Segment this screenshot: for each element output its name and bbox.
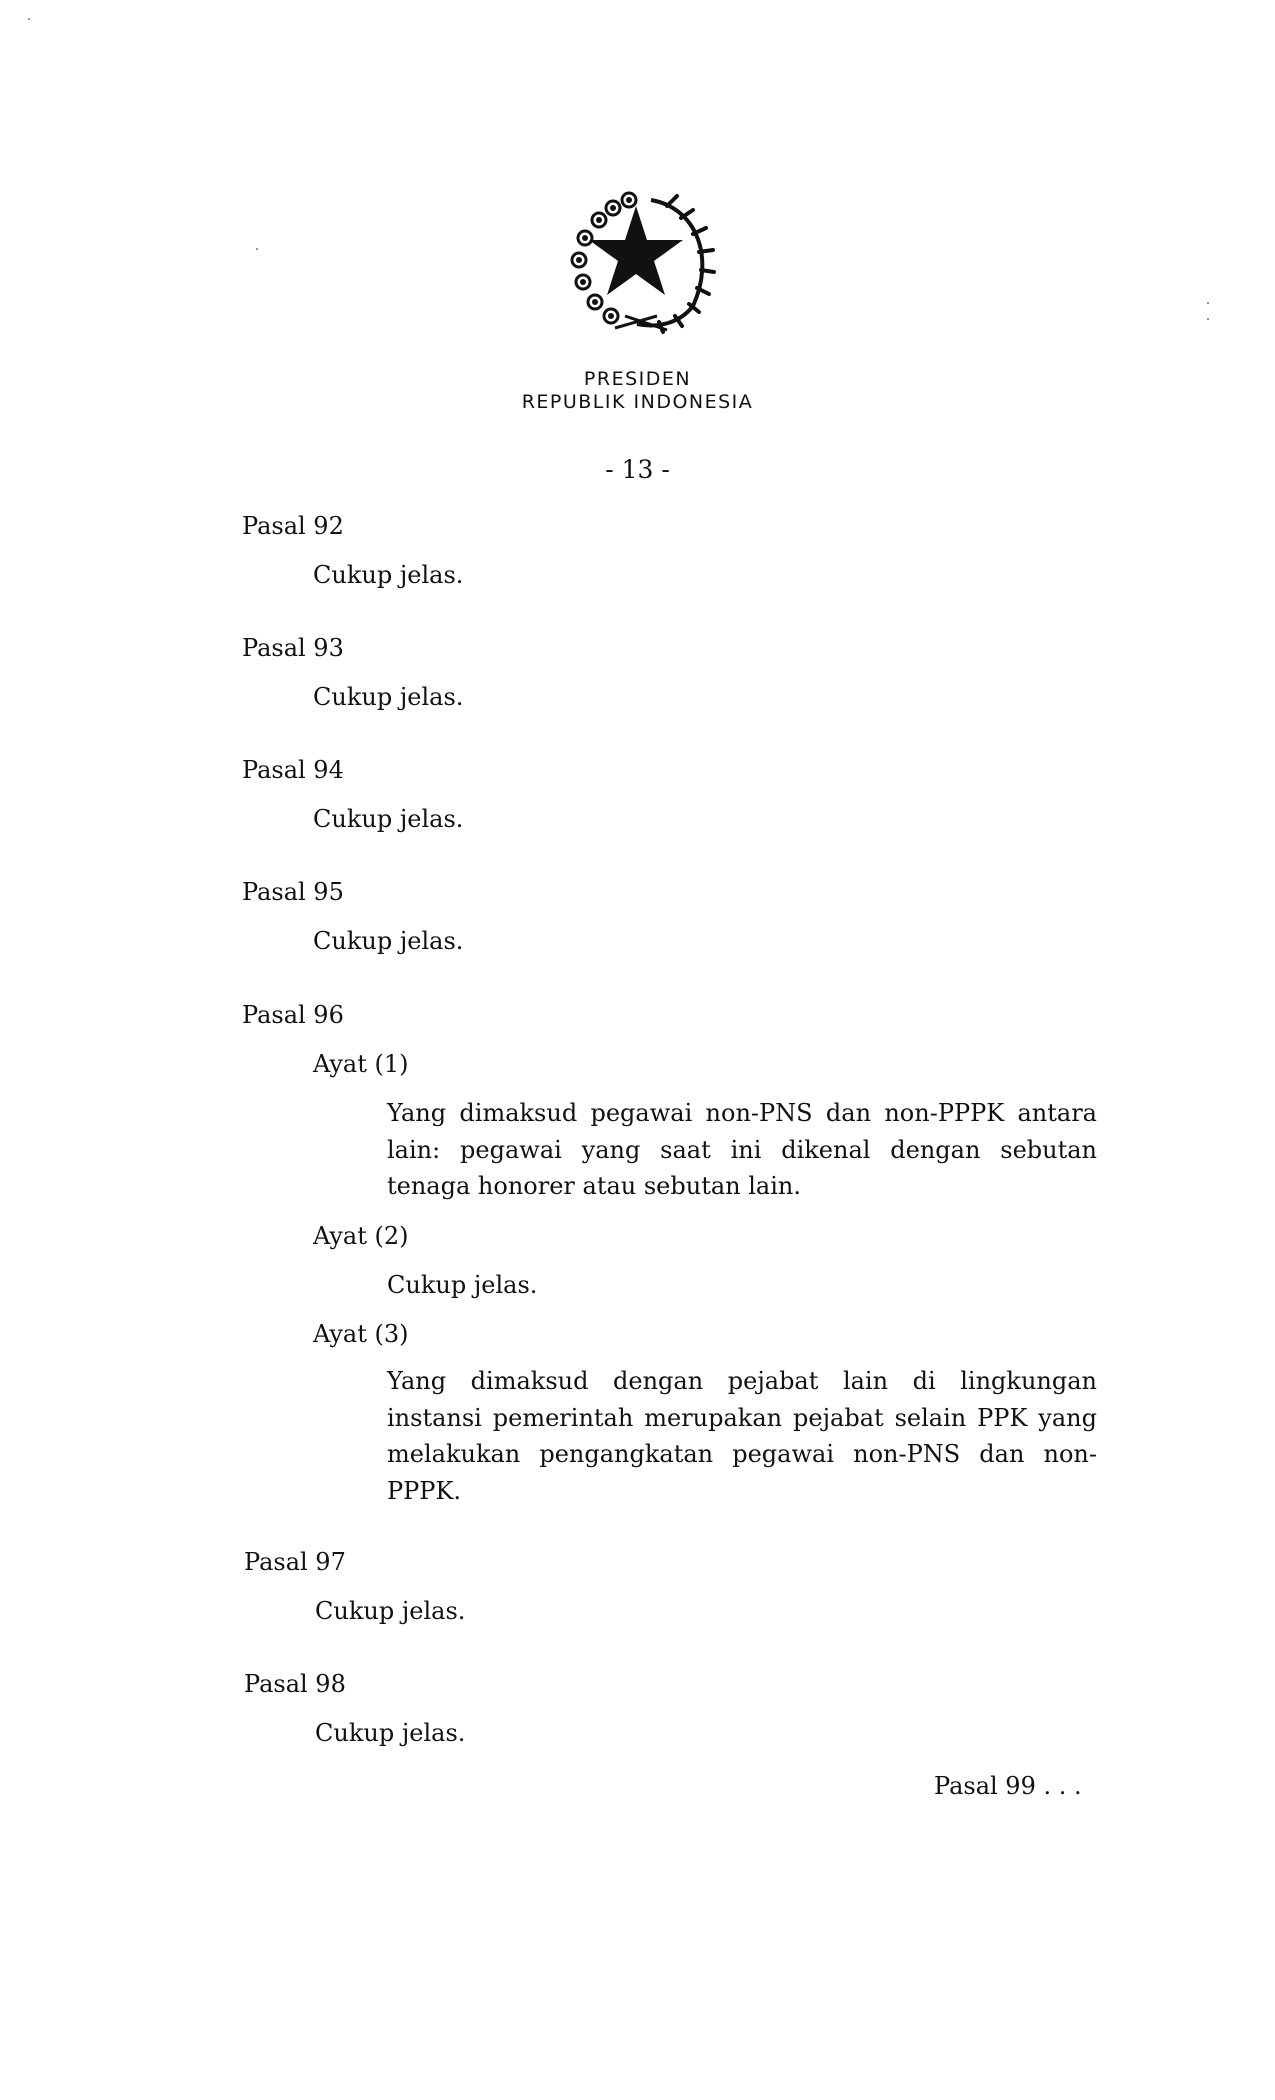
continuation-marker: Pasal 99 . . . (934, 1772, 1082, 1800)
presidential-emblem (547, 178, 725, 336)
pasal-96-ayat-1-text: Yang dimaksud pegawai non-PNS dan non-PPPK antara lain: pegawai yang saat ini dikenal dengan sebutan tenaga honorer atau sebutan lain. (387, 1099, 1097, 1200)
scan-speck (256, 248, 258, 250)
pasal-96-ayat-3-label: Ayat (3) (313, 1320, 409, 1348)
pasal-98-title: Pasal 98 (244, 1670, 346, 1698)
pasal-95-title: Pasal 95 (242, 878, 344, 906)
pasal-96-ayat-2-text: Cukup jelas. (387, 1271, 538, 1299)
scan-speck (28, 18, 30, 20)
pasal-96-title: Pasal 96 (242, 1001, 344, 1029)
header-line-2: REPUBLIK INDONESIA (521, 391, 754, 413)
pasal-95-body: Cukup jelas. (313, 927, 464, 955)
letterhead (0, 368, 1275, 414)
pasal-97-title: Pasal 97 (244, 1548, 346, 1576)
star-wreath-icon (547, 178, 725, 336)
scan-speck (1207, 302, 1209, 304)
pasal-94-title: Pasal 94 (242, 756, 344, 784)
pasal-92-title: Pasal 92 (242, 512, 344, 540)
pasal-98-body: Cukup jelas. (315, 1719, 466, 1747)
pasal-97-body: Cukup jelas. (315, 1597, 466, 1625)
pasal-93-title: Pasal 93 (242, 634, 344, 662)
header-line-1: PRESIDEN (583, 368, 692, 390)
pasal-96-ayat-2-label: Ayat (2) (313, 1222, 409, 1250)
pasal-94-body: Cukup jelas. (313, 805, 464, 833)
pasal-93-body: Cukup jelas. (313, 683, 464, 711)
pasal-96-ayat-3-text: Yang dimaksud dengan pejabat lain di lingkungan instansi pemerintah merupakan pejabat selain PPK yang melakukan pengangkatan pegawai non-PNS dan non-PPPK. (387, 1367, 1097, 1505)
scan-speck (1207, 318, 1209, 320)
page-number: - 13 - (605, 455, 670, 484)
pasal-96-ayat-1-label: Ayat (1) (313, 1050, 409, 1078)
pasal-92-body: Cukup jelas. (313, 561, 464, 589)
